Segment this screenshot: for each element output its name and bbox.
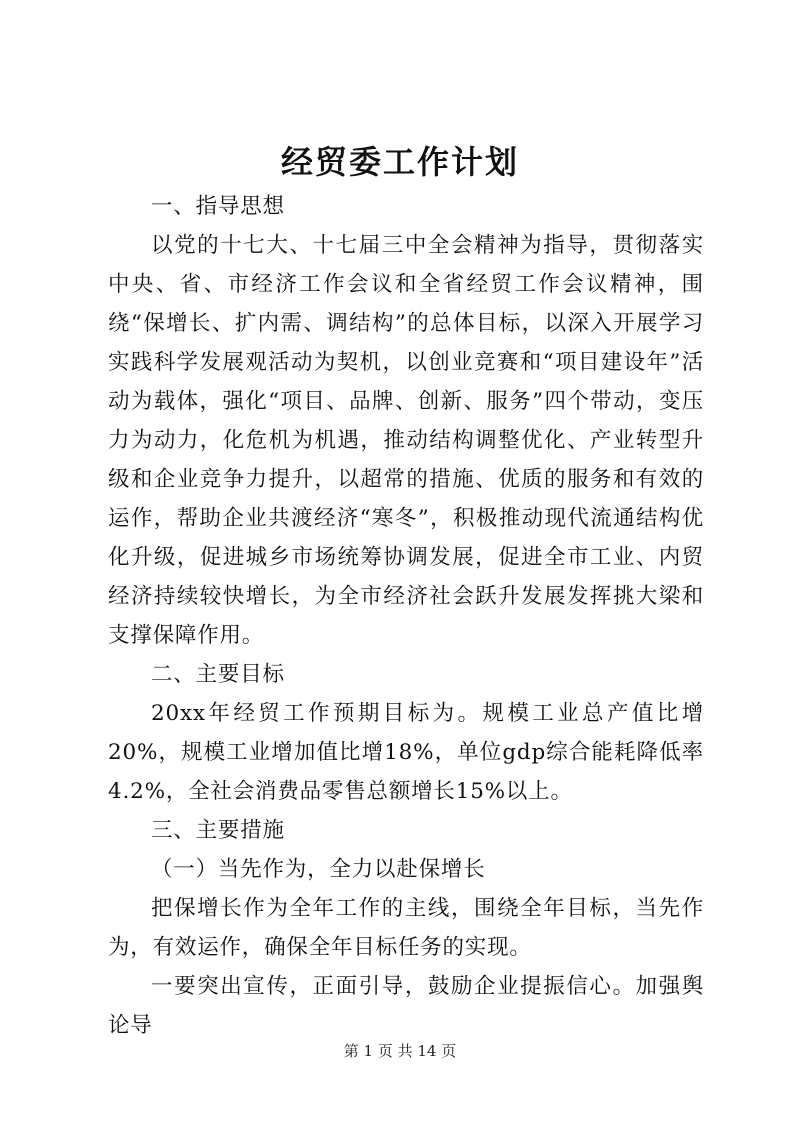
page-footer: 第 1 页 共 14 页 [343,1042,457,1060]
document-title: 经贸委工作计划 [280,143,519,181]
subsection-heading-growth: （一）当先作为，全力以赴保增长 [151,857,486,882]
paragraph-guiding-ideology: 以党的十七大、十七届三中全会精神为指导，贯彻落实中央、省、市经济工作会议和全省经贸工作会议精神，围绕“保增长、扩内需、调结构”的总体目标，以深入开展学习实践科学发展观活动为契机，以创业竞赛和“项目建设年”活动为载体，强化“项目、品牌、创新、服务”四个带动，变压力为动力，化危机为机遇，推动结构调整优化、产业转型升级和企业竞争力提升，以超常的措施、优质的服务和有效的运作，帮助企业共渡经济“寒冬”，积极推动现代流通结构优化升级，促进城乡市场统筹协调发展，促进全市工业、内贸经济持续较快增长，为全市经济社会跃升发展发挥挑大梁和支撑保障作用。 [108,233,704,648]
section-heading-guiding-ideology: 一、指导思想 [151,194,285,219]
section-heading-main-measures: 三、主要措施 [151,818,285,843]
paragraph-growth-mainline: 把保增长作为全年工作的主线，围绕全年目标，当先作为，有效运作，确保全年目标任务的实现。 [108,896,704,960]
document-body [108,187,704,1045]
paragraph-main-goals: 20xx年经贸工作预期目标为。规模工业总产值比增20%，规模工业增加值比增18%，单位gdp综合能耗降低率4.2%，全社会消费品零售总额增长15%以上。 [108,701,704,804]
paragraph-publicity: 一要突出宣传，正面引导，鼓励企业提振信心。加强舆论导 [108,974,704,1038]
section-heading-main-goals: 二、主要目标 [151,662,285,687]
